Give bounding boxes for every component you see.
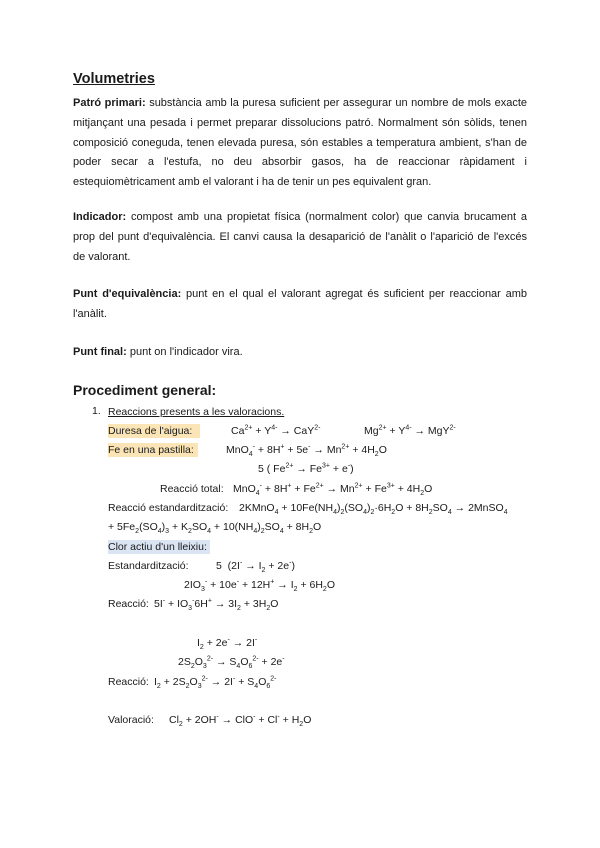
equation-reaccio-tiosulfat: $I_2 + 2S_2O_3^{2-} \to 2I^- + S_4O_6^{2-}$	[154, 675, 277, 691]
label-duresa: Duresa de l'aigua:	[108, 424, 200, 438]
equation-permanganat: $MnO_4^- + 8H^+ + 5e^- \to Mn^{2+} + 4H_2O$	[226, 443, 387, 459]
label-clor: Clor actiu d'un lleixiu:	[108, 540, 210, 554]
text-punt-equivalencia: punt en el qual el valorant agregat és suficient per reaccionar amb l'anàlit.	[73, 288, 527, 320]
equation-duresa-ca: $Ca^{2+} + Y^{4-} \to CaY^{2-}$	[231, 424, 321, 437]
definition-patro-primari	[73, 94, 527, 193]
list-number: 1.	[92, 405, 101, 417]
equation-valoracio: $Cl_2 + 2OH^- \to ClO^- + Cl^- + H_2O$	[169, 713, 312, 729]
label-estandarditzacio: Reacció estandardització:	[108, 502, 229, 514]
text-indicador: compost amb una propietat física (normalment color) que canvia brucament a prop del punt d'equivalència. El canvi causa la desaparició de l'anàlit o l'aparició de l'excés de valorant.	[73, 211, 527, 263]
equation-estandarditzacio-1: 2KMnO$_4$ + $10Fe(NH_4)_2(SO_4)_2\cdot 6H_2O + 8H_2SO_4$ → 2MnSO$_4$	[239, 502, 508, 517]
equation-iodur: 5 $(2I^- \to I_2 + 2e^-)$	[216, 559, 295, 575]
term-punt-equivalencia: Punt d'equivalència:	[73, 288, 182, 300]
equation-tiosulfat: $2S_2O_3^{2-} \to S_4O_6^{2-} + 2e^-$	[178, 655, 285, 671]
label-valoracio: Valoració:	[108, 714, 154, 726]
label-reaccio: Reacció:	[108, 598, 149, 610]
term-punt-final: Punt final:	[73, 346, 127, 358]
equation-total: $MnO_4^- + 8H^+ + Fe^{2+} \to Mn^{2+} + Fe^{3+} + 4H_2O$	[233, 482, 433, 498]
page-title: Volumetries	[73, 71, 155, 87]
definition-indicador	[73, 208, 527, 267]
text-patro-primari: substància amb la puresa suficient per assegurar un nombre de mols exacte mitjançant una pesada i permet preparar dissolucions patró. Normalment són sòlids, tenen composició coneguda, tenen elevada puresa, són estables a temperatura ambient, s'han de poder secar a l'estufa, no deu absorbir gasos, ha de reaccionar ràpidament i estequiomètricament amb el valorant i ha de tenir un pes equivalent gran.	[73, 97, 527, 189]
term-indicador: Indicador:	[73, 211, 127, 223]
definition-punt-final	[73, 343, 527, 363]
text-punt-final: punt on l'indicador vira.	[129, 346, 243, 358]
equation-duresa-mg: $Mg^{2+} + Y^{4-} \to MgY^{2-}$	[364, 424, 456, 437]
label-reaccio-total: Reacció total:	[160, 483, 224, 495]
label-reaccio-2: Reacció:	[108, 676, 149, 688]
equation-estandarditzacio-2: + $5Fe_2(SO_4)_3 + K_2SO_4 + 10(NH_4)_2SO_4 + 8H_2O$	[108, 521, 322, 536]
definition-punt-equivalencia	[73, 285, 527, 325]
equation-iode-reduccio: $I_2 + 2e^- \to 2I^-$	[197, 636, 258, 652]
section-title: Procediment general:	[73, 382, 217, 398]
label-pastilla: Fe en una pastilla:	[108, 443, 198, 457]
equation-iodat: $2IO_3^- + 10e^- + 12H^+ \to I_2 + 6H_2O$	[184, 578, 335, 594]
equation-reaccio-iode: $5I^- + IO_3^-6H^+ \to 3I_2 + 3H_2O$	[154, 597, 279, 613]
list-heading: Reaccions presents a les valoracions.	[108, 406, 285, 418]
equation-ferro: 5 ( $Fe^{2+} \to Fe^{3+} + e^-$)	[258, 462, 354, 475]
term-patro-primari: Patró primari:	[73, 97, 146, 109]
label-estandarditzacio-clor: Estandardització:	[108, 560, 189, 572]
